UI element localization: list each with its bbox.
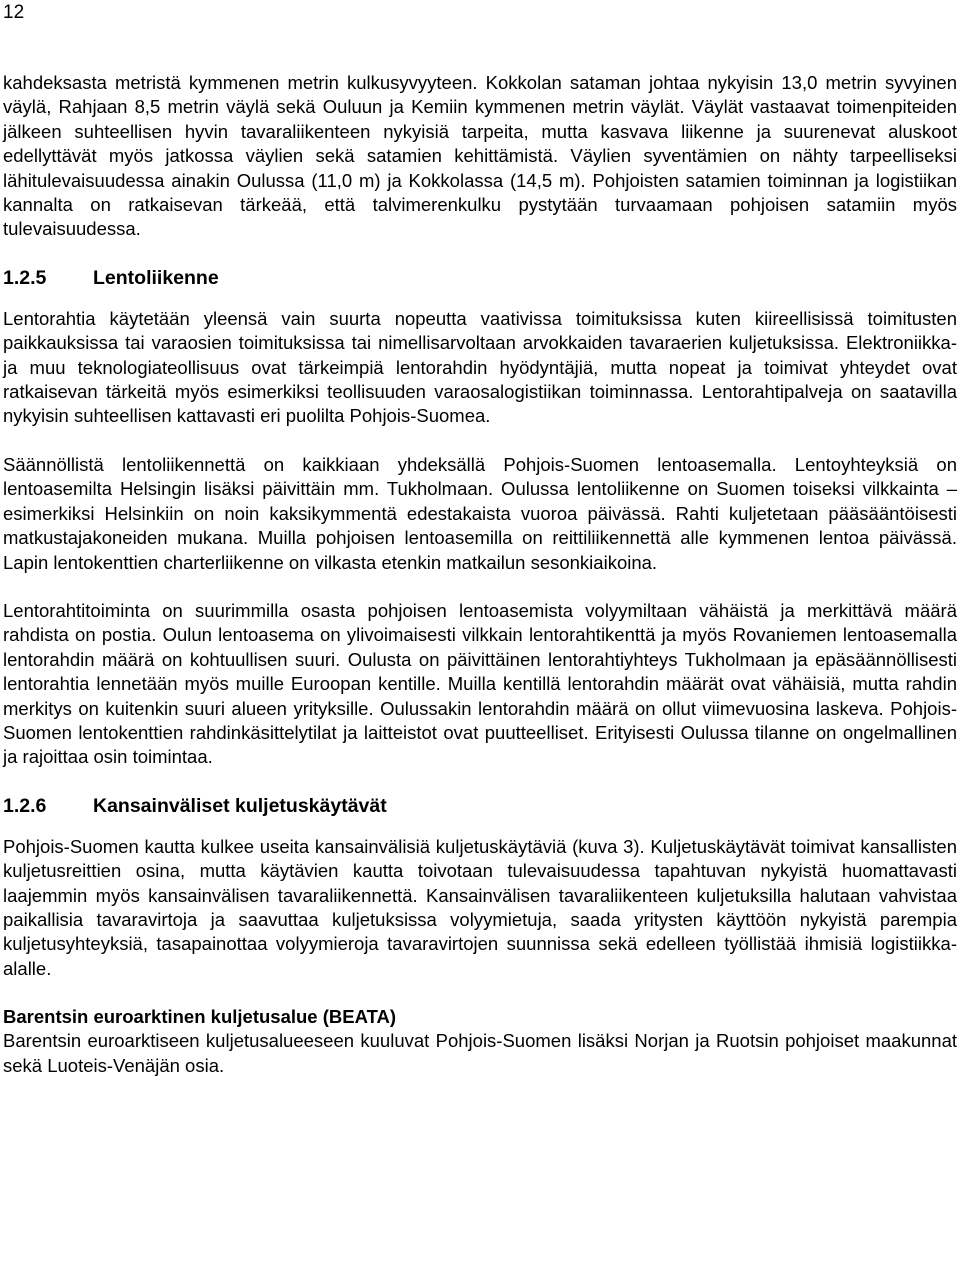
section-number: 1.2.5 [3,266,47,289]
paragraph-waterways: kahdeksasta metristä kymmenen metrin kulkusyvyyteen. Kokkolan sataman johtaa nykyisin 13,0 metrin syvyinen väylä, Rahjaan 8,5 metrin väylä sekä Ouluun ja Kemiin kymmenen metrin väylät. Väylät vastaavat toimenpiteiden jälkeen suhteellisen hyvin tavaraliikenteen nykyisiä tarpeita, mutta kasvava liikenne ja suurenevat aluskoot edellyttävät myös jatkossa väylien sekä satamien kehittämistä. Väylien syventämien on nähty tarpeelliseksi lähitulevaisuudessa ainakin Oulussa (11,0 m) ja Kokkolassa (14,5 m). Pohjoisten satamien toiminnan ja logistiikan kannalta on ratkaisevan tärkeää, että talvimerenkulku pystytään turvaamaan pohjoisen satamiin myös tulevaisuudessa. [3,72,957,240]
section-number: 1.2.6 [3,794,47,817]
paragraph-air-freight-volume: Lentorahtitoiminta on suurimmilla osasta pohjoisen lentoasemista volyymiltaan vähäistä ja merkittävä määrä rahdista on postia. Oulun lentoasema on ylivoimaisesti vilkkain lentorahtikenttä ja myös Rovaniemen lentoasemalla lentorahdin määrä on kohtuullisen suuri. Oulusta on päivittäinen lentorahtiyhteys Tukholmaan ja epäsäännöllisesti lentorahtia lennetään myös muille Euroopan kentille. Muilla kentillä lentorahdin määrät ovat vähäisiä, mutta rahdin merkitys on kuitenkin suuri alueen yrityksille. Oulussakin lentorahdin määrä on ollut viimevuosina laskeva. Pohjois-Suomen lentokenttien rahdinkäsittelytilat ja laitteistot ovat puutteelliset. Erityisesti Oulussa tilanne on ongelmallinen ja rajoittaa osin toimintaa. [3,599,957,768]
subheading-beata: Barentsin euroarktinen kuljetusalue (BEATA) [3,1006,397,1028]
document-body [3,71,957,1078]
section-heading-corridors [3,794,957,818]
paragraph-scheduled-flights: Säännöllistä lentoliikennettä on kaikkiaan yhdeksällä Pohjois-Suomen lentoasemalla. Lentoyhteyksiä on lentoasemilta Helsingin lisäksi päivittäin mm. Tukholmaan. Oulussa lentoliikenne on Suomen toiseksi vilkkainta – esimerkiksi Helsinkiin on noin kaksikymmentä edestakaista vuoroa päivässä. Rahti kuljetetaan pääsääntöisesti matkustajakoneiden mukana. Muilla pohjoisen lentoasemilla on reittiliikennettä alle kymmenen lentoa päivässä. Lapin lentokenttien charterliikenne on vilkasta etenkin matkailun sesonkiaikoina. [3,453,957,573]
paragraph-air-freight: Lentorahtia käytetään yleensä vain suurta nopeutta vaativissa toimituksissa kuten kiireellisissä toimitusten paikkauksissa tai varaosien toimituksissa tai nimellisarvoltaan arvokkaiden tavaraerien kuljetuksissa. Elektroniikka- ja muu teknologiateollisuus ovat tärkeimpiä lentorahdin hyödyntäjiä, mutta nopeat ja toimivat yhteydet ovat ratkaisevan tärkeitä myös esimerkiksi teollisuuden varaosalogistiikan toiminnassa. Lentorahtipalveja on saatavilla nykyisin suhteellisen kattavasti eri puolilta Pohjois-Suomea. [3,307,957,427]
paragraph-beata: Barentsin euroarktiseen kuljetusalueeseen kuuluvat Pohjois-Suomen lisäksi Norjan ja Ruotsin pohjoiset maakunnat sekä Luoteis-Venäjän osia. [3,1030,957,1076]
section-title: Kansainväliset kuljetuskäytävät [93,794,387,817]
section-heading-air-traffic [3,266,957,290]
section-title: Lentoliikenne [93,266,219,289]
page-number: 12 [3,2,25,23]
paragraph-corridors: Pohjois-Suomen kautta kulkee useita kansainvälisiä kuljetuskäytäviä (kuva 3). Kuljetuskäytävät toimivat kansallisten kuljetusreittien osina, mutta käytävien kautta toivotaan tulevaisuudessa tapahtuvan nykyistä huomattavasti laajemmin myös kansainvälisen tavaraliikennettä. Kansainvälisen tavaraliikenteen kuljetuksilla halutaan vahvistaa paikallisia tavaravirtoja ja saavuttaa kuljetuksissa volyymietuja, saada yritysten käyttöön nykyistä parempia kuljetusyhteyksiä, tasapainottaa volyymieroja tavaravirtojen suunnissa sekä edelleen työllistää ihmisiä logistiikkaalalle. [3,835,957,979]
